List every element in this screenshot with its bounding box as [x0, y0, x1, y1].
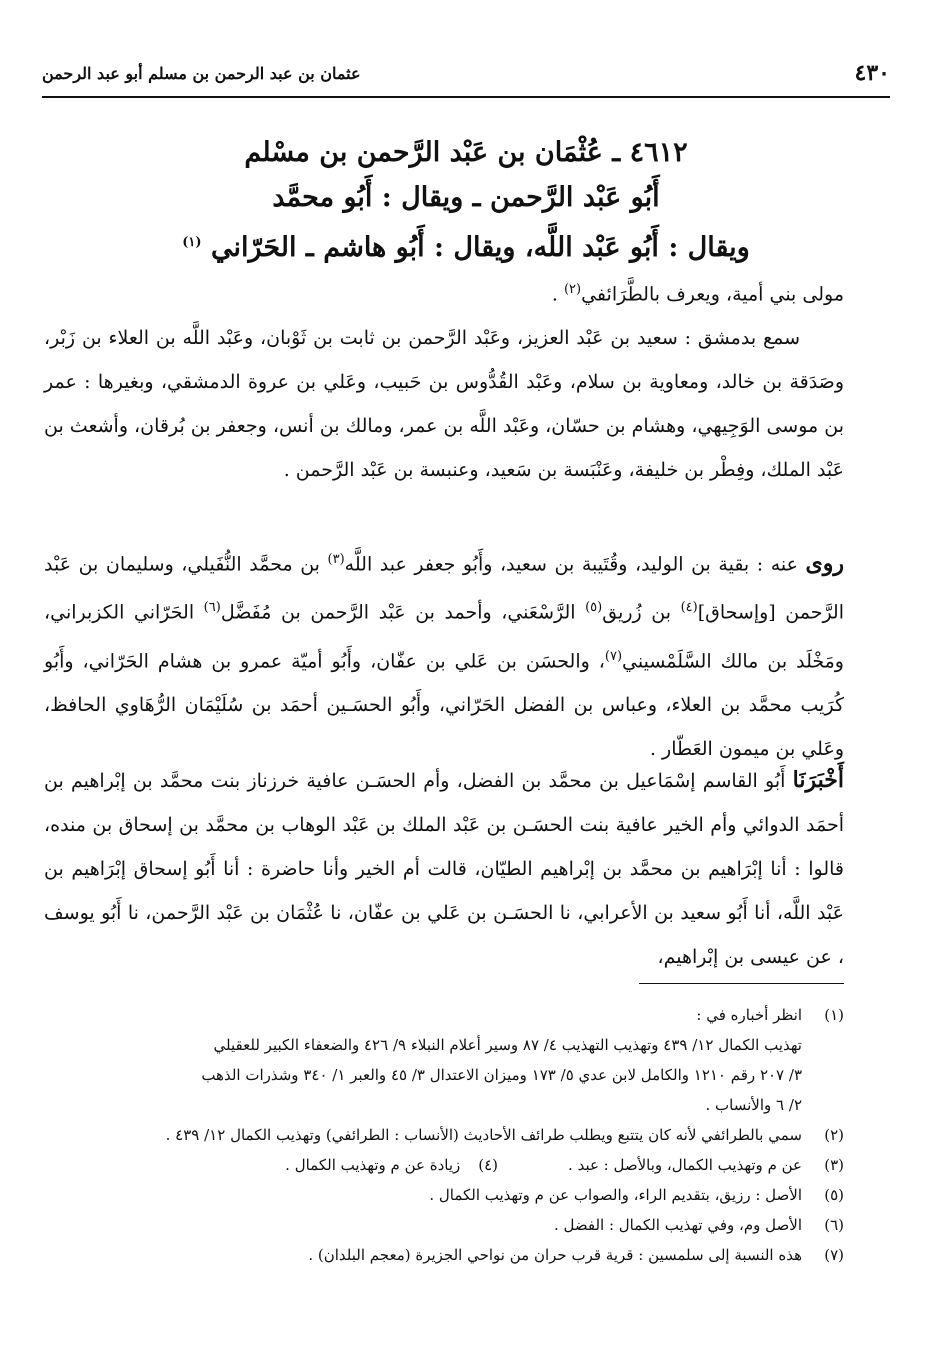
- paragraph-narrated-by: [44, 538, 844, 771]
- entry-heading-line3: [40, 220, 892, 270]
- footnote-2-text: سمي بالطرائفي لأنه كان يتتبع ويطلب طرائف الأحاديث (الأنساب : الطرائفي) وتهذيب الكمال ١٢/ ٤٣٩ .: [165, 1126, 802, 1144]
- footnote-5: [42, 1180, 844, 1210]
- intro-text: مولى بني أمية، ويعرف بالطَّرَائفي: [581, 283, 844, 306]
- footnote-1-line3: ٣/ ٢٠٧ رقم ١٢١٠ والكامل لابن عدي ٥/ ١٧٣ وميزان الاعتدال ٣/ ٤٥ والعبر ١/ ٣٤٠ وشذرات الذهب: [201, 1066, 802, 1084]
- footnote-ref-1: (١): [182, 235, 202, 250]
- paragraph-heard-from: سمع بدمشق : سعيد بن عَبْد العزيز، وعَبْد الرَّحمن بن ثابت بن ثَوْبان، وعَبْد اللَّه بن العلاء بن زَبْر، وصَدَقة بن خالد، ومعاوية بن سلام، وعَبْد القُدُّوس بن حَبيب، وعَلي بن عروة الدمشقي، وبغيرها : عمر بن موسى الوَجِيهي، وهشام بن حسّان، وعَبْد اللَّه بن عمر، ومالك بن أنس، وجعفر بن بُرقان، وأشعث بن عَبْد الملك، وفِطْر بن خليفة، وعَنْبَسة بن سَعيد، وعنبسة بن عَبْد الرَّحمن .: [44, 327, 844, 481]
- page-header: [42, 58, 890, 98]
- footnote-2: [42, 1120, 844, 1150]
- footnote-3-number: (٣): [824, 1156, 844, 1174]
- footnote-1-number: (١): [824, 1006, 844, 1024]
- footnotes: [42, 1000, 844, 1270]
- footnote-ref-2: (٢): [563, 282, 582, 297]
- footnote-divider: [639, 983, 844, 984]
- footnote-1-line1: انظر أخباره في :: [696, 1006, 802, 1024]
- paragraph-isnad: [44, 758, 844, 979]
- footnote-2-number: (٢): [824, 1126, 844, 1144]
- entry-heading: [40, 130, 892, 270]
- footnote-6-text: الأصل وم، وفي تهذيب الكمال : الفضل .: [553, 1216, 802, 1234]
- footnote-1-line4: ٢/ ٦ والأنساب .: [705, 1096, 802, 1114]
- footnote-5-text: الأصل : رزيق، بتقديم الراء، والصواب عن م وتهذيب الكمال .: [429, 1186, 802, 1204]
- footnote-ref-4: (٤): [680, 600, 698, 616]
- footnote-1-line2: تهذيب الكمال ١٢/ ٤٣٩ وتهذيب التهذيب ٤/ ٨٧ وسير أعلام النبلاء ٩/ ٤٢٦ والضعفاء الكبير للعقيلي: [213, 1036, 802, 1054]
- footnote-7-number: (٧): [824, 1246, 844, 1264]
- footnote-ref-3: (٣): [327, 552, 345, 567]
- footnote-1: [42, 1000, 844, 1120]
- footnote-6: [42, 1210, 844, 1240]
- paragraph2-s4: الرَّسْعَني، وأحمد بن عَبْد الرَّحمن بن مُفَضَّل: [220, 601, 586, 624]
- paragraph2-s1: عنه : بقية بن الوليد، وقُتَيبة بن سعيد، وأَبُو جعفر عبد اللَّه: [344, 553, 806, 576]
- paragraph2-s6: ، والحسَن بن عَلي بن عفّان، وأَبُو أميّة عمرو بن هشام الحَرّاني، وأَبُو كُرَيب محمَّد بن العلاء، وعباس بن الفضل الحَرّاني، وأَبُو الحسَـين أحمَد بن سُلَيْمَان الرُّهَاوي الحافظ، وعَلي بن ميمون العَطّار .: [44, 649, 844, 760]
- running-title: عثمان بن عبد الرحمن بن مسلم أبو عبد الرحمن: [42, 64, 361, 83]
- footnote-7: [42, 1240, 844, 1270]
- footnote-ref-7: (٧): [604, 648, 623, 664]
- entry-heading-line3-text: ويقال : أَبُو عَبْد اللَّه، ويقال : أَبُو هاشم ـ الحَرّاني: [210, 232, 750, 263]
- footnote-ref-5: (٥): [585, 600, 603, 616]
- footnote-6-number: (٦): [824, 1216, 844, 1234]
- paragraph2-s2: بن محمَّد النُّفَيلي، وسليمان بن عَبْد الرَّحمن [وإسحاق]: [44, 553, 845, 624]
- paragraph3-lead: أَخْبَرَنَا: [792, 767, 844, 793]
- paragraph3-text: أَبُو القاسم إسْمَاعيل بن محمَّد بن الفضل، وأم الحسَـن عافية خرزناز بنت محمَّد بن إبْراهيم بن أحمَد الدوائي وأم الخير عافية بنت الحسَـن بن عَبْد الملك بن عَبْد الوهاب بن محمَّد بن إسحاق بن منده، قالوا : أنا إبْرَاهيم بن محمَّد بن إبْراهيم الطيّان، قالت أم الخير وأنا حاضرة : أنا أَبُو إسحاق إبْرَاهيم بن عَبْد اللَّه، أنا أَبُو سعيد بن الأعرابي، نا الحسَـن بن عَلي بن عفّان، نا عُثْمَان بن عَبْد الرَّحمن، نا أَبُو يوسف ، عن عيسى بن إبْراهيم،: [44, 770, 844, 968]
- footnote-7-text: هذه النسبة إلى سلمسين : قرية قرب حران من نواحي الجزيرة (معجم البلدان) .: [308, 1246, 802, 1264]
- footnote-4-number: (٤): [478, 1156, 499, 1174]
- intro-line: [44, 268, 844, 316]
- page-number: ٤٣٠: [854, 60, 890, 86]
- paragraph2-lead: روى: [805, 550, 845, 577]
- paragraph2-s3: بن زُريق: [602, 601, 681, 624]
- entry-heading-line1: ٤٦١٢ ـ عُثْمَان بن عَبْد الرَّحمن بن مسْلم: [244, 137, 688, 168]
- footnote-4-text: زيادة عن م وتهذيب الكمال .: [285, 1156, 461, 1174]
- footnote-5-number: (٥): [824, 1186, 844, 1204]
- footnote-ref-6: (٦): [203, 600, 221, 616]
- footnote-3-4: [42, 1150, 844, 1180]
- footnote-pair: [42, 1150, 802, 1180]
- footnote-3-text: عن م وتهذيب الكمال، وبالأصل : عبد .: [568, 1156, 802, 1174]
- paragraph2-s5: الحَرّاني الكزبراني، ومَخْلَد بن مالك السَّلَمْسيني: [44, 601, 844, 672]
- entry-heading-line2: أَبُو عَبْد الرَّحمن ـ ويقال : أَبُو محمَّد: [272, 182, 660, 213]
- intro-end: .: [551, 283, 558, 306]
